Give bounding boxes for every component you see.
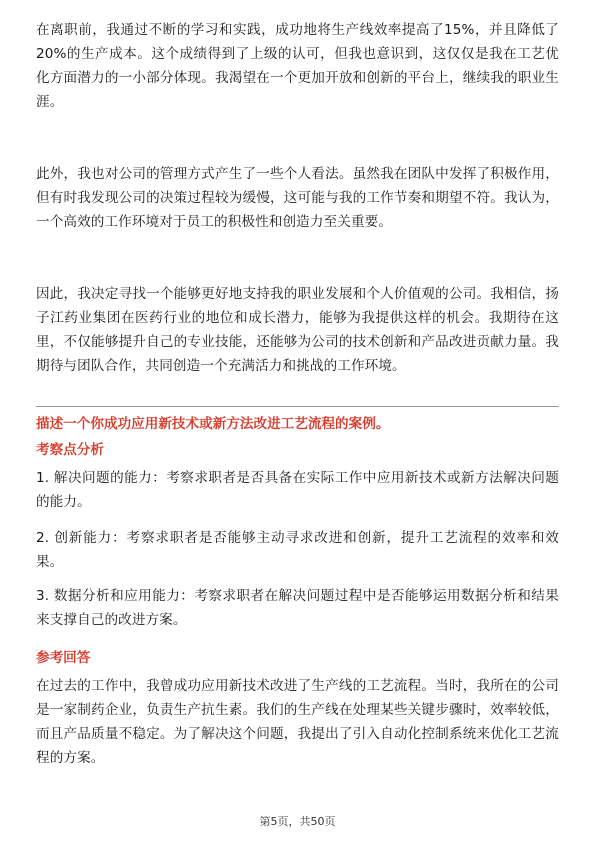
- section-divider: [36, 406, 559, 407]
- paragraph-decision-to-apply: 因此，我决定寻找一个能够更好地支持我的职业发展和个人价值观的公司。我相信，扬子江药业集团在医药行业的地位和成长潜力，能够为我提供这样的机会。我期待在这里，不仅能够提升自己的专业技能，还能够为公司的技术创新和产品改进贡献力量。我期待与团队合作，共同创造一个充满活力和挑战的工作环境。: [36, 286, 559, 374]
- analysis-item-1: 1. 解决问题的能力：考察求职者是否具备在实际工作中应用新技术或新方法解决问题的能力。: [36, 470, 559, 510]
- interview-question: 描述一个你成功应用新技术或新方法改进工艺流程的案例。: [36, 416, 390, 432]
- page-number: 第5页，共50页: [259, 815, 336, 828]
- analysis-item-3: 3. 数据分析和应用能力：考察求职者在解决问题过程中是否能够运用数据分析和结果来支撑自己的改进方案。: [36, 588, 559, 628]
- analysis-item-2: 2. 创新能力：考察求职者是否能够主动寻求改进和创新，提升工艺流程的效率和效果。: [36, 530, 559, 570]
- answer-heading: 参考回答: [36, 650, 91, 666]
- paragraph-management-views: 此外，我也对公司的管理方式产生了一些个人看法。虽然我在团队中发挥了积极作用，但有时我发现公司的决策过程较为缓慢，这可能与我的工作节奏和期望不符。我认为，一个高效的工作环境对于员工的积极性和创造力至关重要。: [36, 166, 559, 230]
- analysis-heading: 考察点分析: [36, 442, 104, 458]
- answer-paragraph: 在过去的工作中，我曾成功应用新技术改进了生产线的工艺流程。当时，我所在的公司是一家制药企业，负责生产抗生素。我们的生产线在处理某些关键步骤时，效率较低，而且产品质量不稳定。为了解决这个问题，我提出了引入自动化控制系统来优化工艺流程的方案。: [36, 678, 559, 766]
- paragraph-career-achievement: 在离职前，我通过不断的学习和实践，成功地将生产线效率提高了15%，并且降低了20%的生产成本。这个成绩得到了上级的认可，但我也意识到，这仅仅是我在工艺优化方面潜力的一小部分体现。我渴望在一个更加开放和创新的平台上，继续我的职业生涯。: [36, 22, 559, 110]
